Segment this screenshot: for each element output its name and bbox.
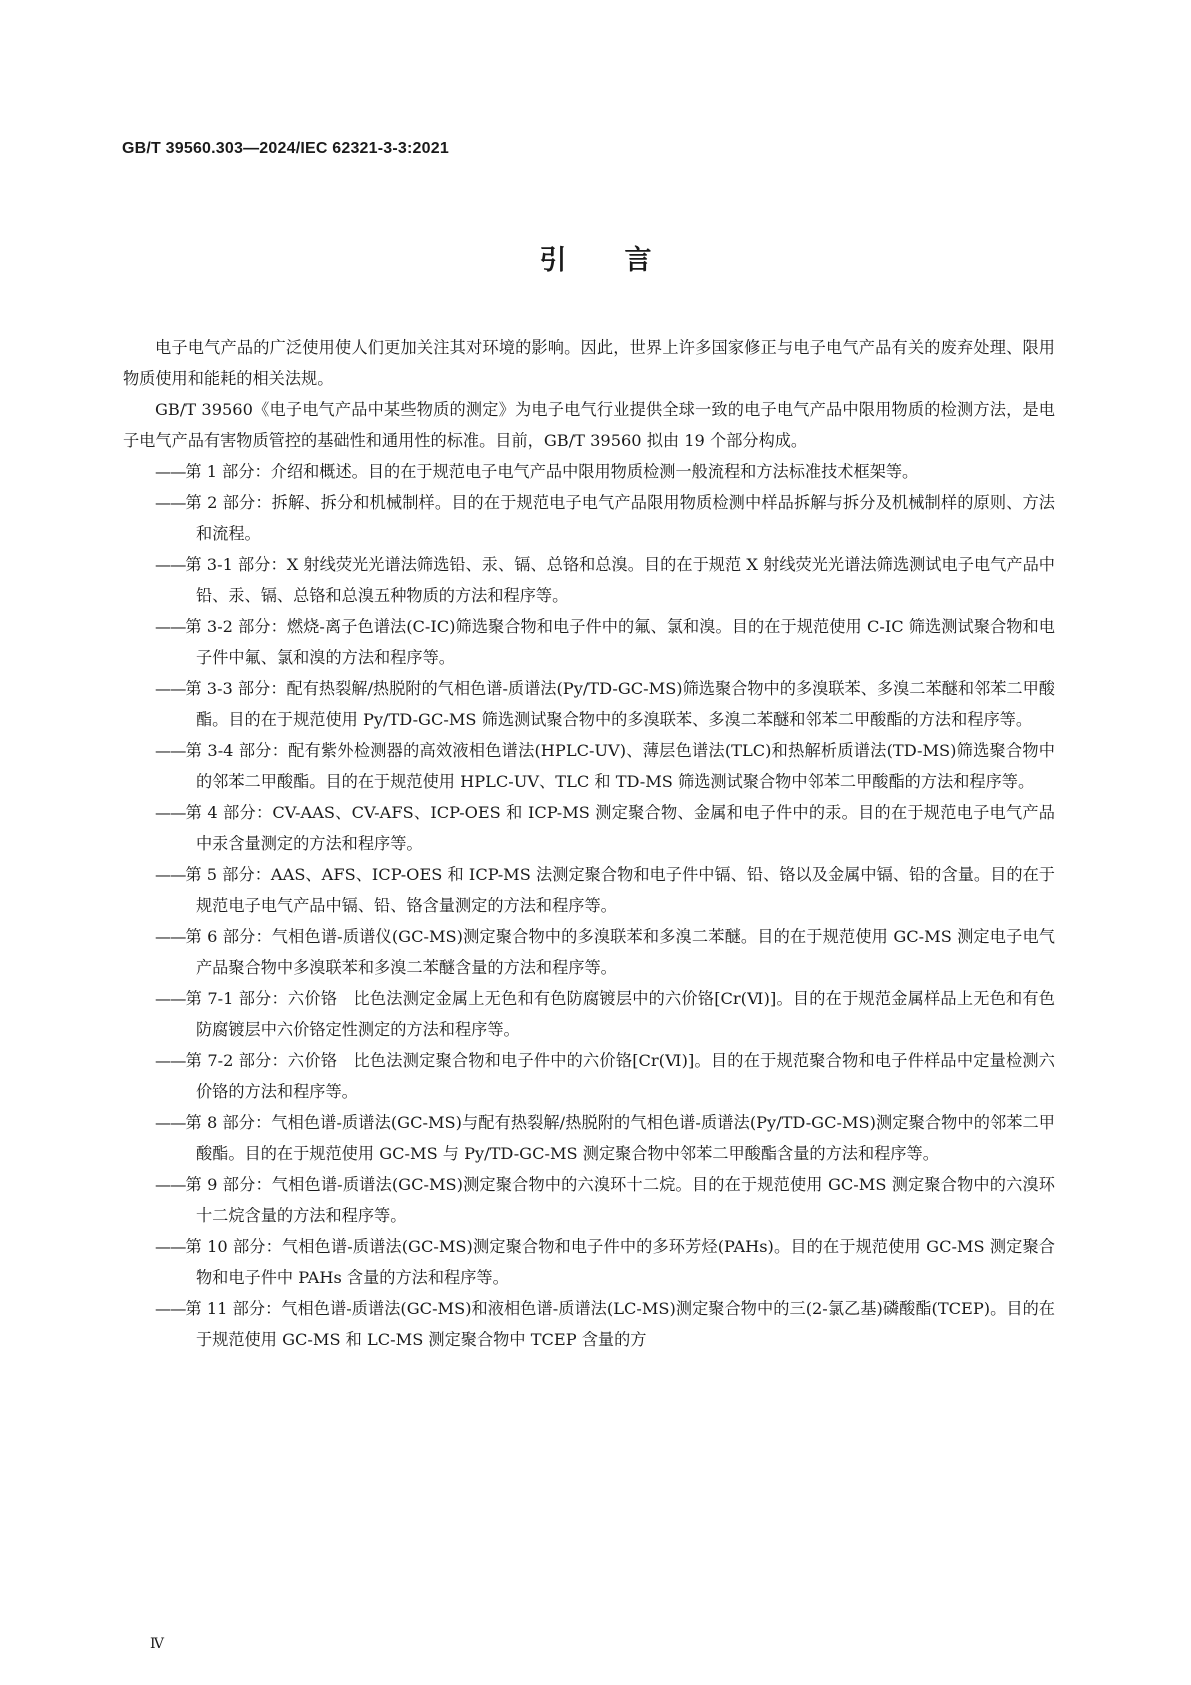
list-item-text: 第 7-2 部分：六价铬 比色法测定聚合物和电子件中的六价铬[Cr(Ⅵ)]。目的在于规范聚合物和电子件样品中定量检测六价铬的方法和程序等。 (185, 1051, 1055, 1101)
list-item (123, 921, 1055, 983)
list-item-text: 第 5 部分：AAS、AFS、ICP-OES 和 ICP-MS 法测定聚合物和电子件中镉、铅、铬以及金属中镉、铅的含量。目的在于规范电子电气产品中镉、铅、铬含量测定的方法和程序等。 (185, 865, 1055, 915)
dash-marker: —— (155, 741, 186, 760)
list-item-text: 第 8 部分：气相色谱-质谱法(GC-MS)与配有热裂解/热脱附的气相色谱-质谱法(Py/TD-GC-MS)测定聚合物中的邻苯二甲酸酯。目的在于规范使用 GC-MS 与 Py/TD-GC-MS 测定聚合物中邻苯二甲酸酯含量的方法和程序等。 (185, 1113, 1055, 1163)
dash-marker: —— (155, 803, 186, 822)
list-item (123, 1169, 1055, 1231)
list-item-text: 第 3-2 部分：燃烧-离子色谱法(C-IC)筛选聚合物和电子件中的氟、氯和溴。目的在于规范使用 C-IC 筛选测试聚合物和电子件中氟、氯和溴的方法和程序等。 (185, 617, 1055, 667)
dash-marker: —— (155, 989, 186, 1008)
dash-marker: —— (155, 865, 186, 884)
dash-marker: —— (155, 462, 186, 481)
list-item (123, 611, 1055, 673)
dash-marker: —— (155, 1237, 186, 1256)
list-item-text: 第 9 部分：气相色谱-质谱法(GC-MS)测定聚合物中的六溴环十二烷。目的在于规范使用 GC-MS 测定聚合物中的六溴环十二烷含量的方法和程序等。 (185, 1175, 1055, 1225)
dash-marker: —— (155, 493, 186, 512)
list-item (123, 456, 1055, 487)
list-item (123, 1293, 1055, 1355)
list-item (123, 1231, 1055, 1293)
list-item-text: 第 3-3 部分：配有热裂解/热脱附的气相色谱-质谱法(Py/TD-GC-MS)筛选聚合物中的多溴联苯、多溴二苯醚和邻苯二甲酸酯。目的在于规范使用 Py/TD-GC-MS 筛选测试聚合物中的多溴联苯、多溴二苯醚和邻苯二甲酸酯的方法和程序等。 (185, 679, 1055, 729)
page-number: Ⅳ (150, 1636, 164, 1652)
dash-marker: —— (155, 1051, 186, 1070)
list-item (123, 797, 1055, 859)
dash-marker: —— (155, 927, 186, 946)
list-item (123, 1107, 1055, 1169)
list-item (123, 983, 1055, 1045)
list-item-text: 第 2 部分：拆解、拆分和机械制样。目的在于规范电子电气产品限用物质检测中样品拆解与拆分及机械制样的原则、方法和流程。 (185, 493, 1055, 543)
page-title: 引言 (539, 245, 710, 276)
document-body (123, 332, 1055, 1355)
list-item (123, 859, 1055, 921)
list-item-text: 第 4 部分：CV-AAS、CV-AFS、ICP-OES 和 ICP-MS 测定聚合物、金属和电子件中的汞。目的在于规范电子电气产品中汞含量测定的方法和程序等。 (185, 803, 1055, 853)
document-header: GB/T 39560.303—2024/IEC 62321-3-3:2021 (122, 140, 449, 157)
dash-marker: —— (155, 1299, 186, 1318)
list-item-text: 第 3-4 部分：配有紫外检测器的高效液相色谱法(HPLC-UV)、薄层色谱法(TLC)和热解析质谱法(TD-MS)筛选聚合物中的邻苯二甲酸酯。目的在于规范使用 HPLC-UV、TLC 和 TD-MS 筛选测试聚合物中邻苯二甲酸酯的方法和程序等。 (185, 741, 1055, 791)
list-item-text: 第 1 部分：介绍和概述。目的在于规范电子电气产品中限用物质检测一般流程和方法标准技术框架等。 (185, 462, 919, 481)
list-item-text: 第 10 部分：气相色谱-质谱法(GC-MS)测定聚合物和电子件中的多环芳烃(PAHs)。目的在于规范使用 GC-MS 测定聚合物和电子件中 PAHs 含量的方法和程序等。 (185, 1237, 1055, 1287)
dash-marker: —— (155, 1113, 186, 1132)
paragraph-1: 电子电气产品的广泛使用使人们更加关注其对环境的影响。因此，世界上许多国家修正与电子电气产品有关的废弃处理、限用物质使用和能耗的相关法规。 (123, 338, 1055, 388)
list-item-text: 第 11 部分：气相色谱-质谱法(GC-MS)和液相色谱-质谱法(LC-MS)测定聚合物中的三(2-氯乙基)磷酸酯(TCEP)。目的在于规范使用 GC-MS 和 LC-MS 测定聚合物中 TCEP 含量的方 (185, 1299, 1055, 1349)
list-item (123, 735, 1055, 797)
paragraph-2: GB/T 39560《电子电气产品中某些物质的测定》为电子电气行业提供全球一致的电子电气产品中限用物质的检测方法，是电子电气产品有害物质管控的基础性和通用性的标准。目前，GB/T 39560 拟由 19 个部分构成。 (123, 400, 1055, 450)
list-item-text: 第 3-1 部分：X 射线荧光光谱法筛选铅、汞、镉、总铬和总溴。目的在于规范 X 射线荧光光谱法筛选测试电子电气产品中铅、汞、镉、总铬和总溴五种物质的方法和程序等。 (185, 555, 1055, 605)
dash-marker: —— (155, 617, 186, 636)
list-item (123, 673, 1055, 735)
list-item-text: 第 6 部分：气相色谱-质谱仪(GC-MS)测定聚合物中的多溴联苯和多溴二苯醚。目的在于规范使用 GC-MS 测定电子电气产品聚合物中多溴联苯和多溴二苯醚含量的方法和程序等。 (185, 927, 1055, 977)
list-item-text: 第 7-1 部分：六价铬 比色法测定金属上无色和有色防腐镀层中的六价铬[Cr(Ⅵ)]。目的在于规范金属样品上无色和有色防腐镀层中六价铬定性测定的方法和程序等。 (185, 989, 1055, 1039)
list-item (123, 1045, 1055, 1107)
dash-marker: —— (155, 679, 186, 698)
list-item (123, 549, 1055, 611)
dash-marker: —— (155, 555, 186, 574)
list-item (123, 487, 1055, 549)
dash-marker: —— (155, 1175, 186, 1194)
